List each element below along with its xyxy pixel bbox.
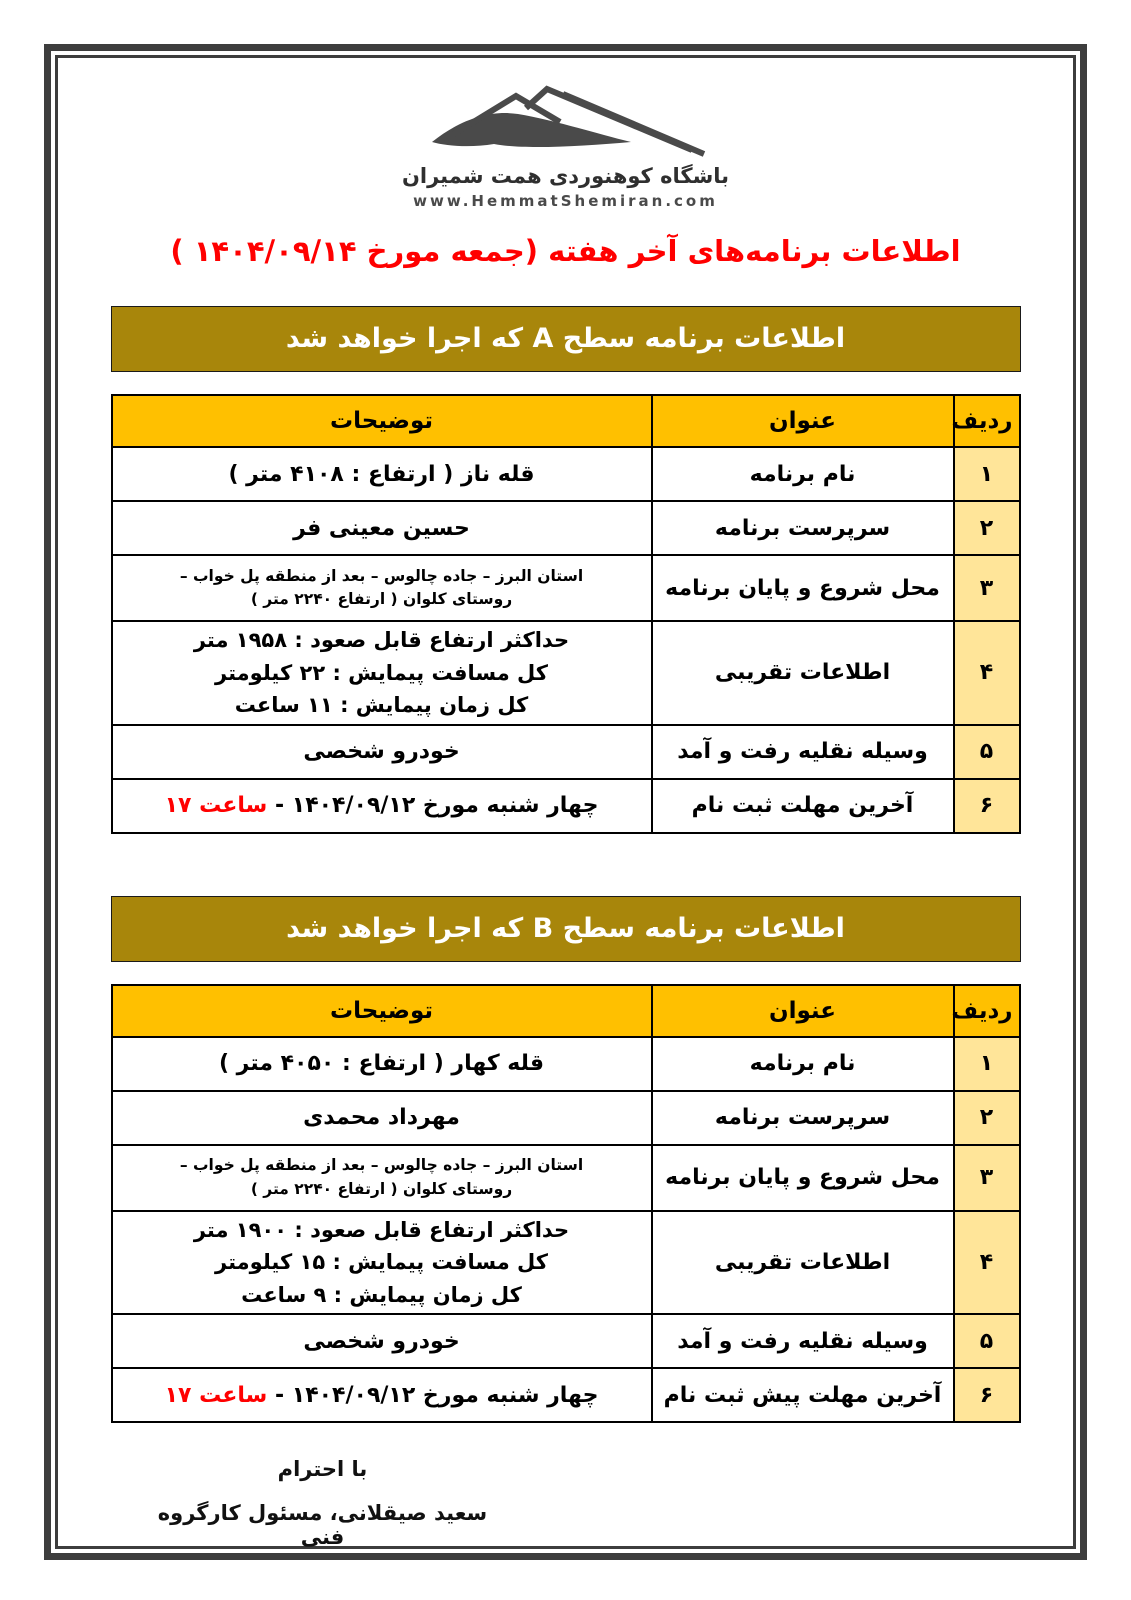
row-desc-cell: قله کهار ( ارتفاع : ۴۰۵۰ متر ) bbox=[112, 1037, 652, 1091]
page-content bbox=[58, 58, 1073, 1550]
row-number-cell: ۲ bbox=[954, 1091, 1020, 1145]
row-title-cell: وسیله نقلیه رفت و آمد bbox=[652, 725, 954, 779]
table-row bbox=[112, 1091, 1020, 1145]
table-row bbox=[112, 1314, 1020, 1368]
section-banner-level-a bbox=[111, 306, 1021, 372]
row-number-cell: ۳ bbox=[954, 555, 1020, 621]
table-row bbox=[112, 1211, 1020, 1315]
row-number-cell: ۴ bbox=[954, 1211, 1020, 1315]
row-desc-cell bbox=[112, 555, 652, 621]
row-title-cell: اطلاعات تقریبی bbox=[652, 1211, 954, 1315]
table-b-header-row bbox=[112, 985, 1020, 1037]
row-number-cell: ۲ bbox=[954, 501, 1020, 555]
column-header-description: توضیحات bbox=[112, 395, 652, 447]
row-number-cell: ۶ bbox=[954, 1368, 1020, 1422]
row-desc-cell: حسین معینی فر bbox=[112, 501, 652, 555]
row-desc-cell: قله ناز ( ارتفاع : ۴۱۰۸ متر ) bbox=[112, 447, 652, 501]
column-header-row-number: ردیف bbox=[954, 985, 1020, 1037]
row-title-cell: آخرین مهلت پیش ثبت نام bbox=[652, 1368, 954, 1422]
row-desc-cell bbox=[112, 621, 652, 725]
deadline-time-text: ساعت ۱۷ bbox=[164, 1382, 268, 1408]
row-title-cell: وسیله نقلیه رفت و آمد bbox=[652, 1314, 954, 1368]
section-banner-level-b bbox=[111, 896, 1021, 962]
row-title-cell: نام برنامه bbox=[652, 1037, 954, 1091]
row-number-cell: ۱ bbox=[954, 447, 1020, 501]
club-name-text: باشگاه کوهنوردی همت شمیران bbox=[402, 164, 729, 188]
row-title-cell: محل شروع و پایان برنامه bbox=[652, 555, 954, 621]
approx-info-line: کل مسافت پیمایش : ۲۲ کیلومتر bbox=[215, 660, 548, 685]
deadline-date-text: چهار شنبه مورخ ۱۴۰۴/۰۹/۱۲ - bbox=[267, 793, 599, 819]
row-number-cell: ۵ bbox=[954, 725, 1020, 779]
row-number-cell: ۳ bbox=[954, 1145, 1020, 1211]
table-row bbox=[112, 779, 1020, 833]
mountain-logo-icon bbox=[426, 84, 706, 162]
row-desc-cell: خودرو شخصی bbox=[112, 725, 652, 779]
table-row bbox=[112, 725, 1020, 779]
row-desc-cell: مهرداد محمدی bbox=[112, 1091, 652, 1145]
table-a-header-row bbox=[112, 395, 1020, 447]
approx-info-line: کل زمان پیمایش : ۱۱ ساعت bbox=[234, 693, 529, 718]
route-description-text: استان البرز – جاده چالوس – بعد از منطقه پل خواب – روستای کلوان ( ارتفاع ۲۲۴۰ متر ) bbox=[179, 566, 584, 608]
page-title: اطلاعات برنامه‌های آخر هفته (جمعه مورخ ۱۴۰۴/۰۹/۱۴ ) bbox=[170, 234, 961, 268]
approx-info-line: کل مسافت پیمایش : ۱۵ کیلومتر bbox=[215, 1250, 548, 1275]
table-row bbox=[112, 447, 1020, 501]
table-row bbox=[112, 621, 1020, 725]
row-title-cell: آخرین مهلت ثبت نام bbox=[652, 779, 954, 833]
page-frame-inner bbox=[55, 55, 1076, 1549]
banner-a-title: اطلاعات برنامه سطح A که اجرا خواهد شد bbox=[285, 323, 846, 354]
row-title-cell: محل شروع و پایان برنامه bbox=[652, 1145, 954, 1211]
row-title-cell: سرپرست برنامه bbox=[652, 1091, 954, 1145]
row-title-cell: اطلاعات تقریبی bbox=[652, 621, 954, 725]
row-number-cell: ۴ bbox=[954, 621, 1020, 725]
approx-info-line: حداکثر ارتفاع قابل صعود : ۱۹۵۸ متر bbox=[193, 628, 570, 652]
approx-info-line: حداکثر ارتفاع قابل صعود : ۱۹۰۰ متر bbox=[193, 1217, 570, 1242]
footer-salutation: با احترام bbox=[277, 1457, 368, 1482]
column-header-title: عنوان bbox=[652, 985, 954, 1037]
table-row bbox=[112, 501, 1020, 555]
approx-info-line: کل زمان پیمایش : ۹ ساعت bbox=[241, 1282, 522, 1307]
table-row bbox=[112, 1368, 1020, 1422]
row-desc-cell bbox=[112, 779, 652, 833]
table-row bbox=[112, 555, 1020, 621]
row-number-cell: ۵ bbox=[954, 1314, 1020, 1368]
row-title-cell: سرپرست برنامه bbox=[652, 501, 954, 555]
club-logo bbox=[58, 58, 1073, 210]
row-number-cell: ۶ bbox=[954, 779, 1020, 833]
column-header-row-number: ردیف bbox=[954, 395, 1020, 447]
column-header-description: توضیحات bbox=[112, 985, 652, 1037]
table-level-b bbox=[111, 984, 1021, 1424]
row-desc-cell bbox=[112, 1145, 652, 1211]
banner-b-title: اطلاعات برنامه سطح B که اجرا خواهد شد bbox=[286, 912, 845, 944]
row-desc-cell bbox=[112, 1368, 652, 1422]
page-frame bbox=[44, 44, 1087, 1560]
footer-signature: سعید صیقلانی، مسئول کارگروه فنی bbox=[157, 1501, 488, 1550]
row-title-cell: نام برنامه bbox=[652, 447, 954, 501]
route-description-text: استان البرز – جاده چالوس – بعد از منطقه پل خواب – روستای کلوان ( ارتفاع ۲۲۴۰ متر ) bbox=[179, 1156, 584, 1198]
deadline-date-text: چهار شنبه مورخ ۱۴۰۴/۰۹/۱۲ - bbox=[267, 1382, 599, 1408]
table-row bbox=[112, 1145, 1020, 1211]
row-desc-cell: خودرو شخصی bbox=[112, 1314, 652, 1368]
table-level-a bbox=[111, 394, 1021, 834]
footer-signature-block bbox=[150, 1457, 495, 1549]
row-number-cell: ۱ bbox=[954, 1037, 1020, 1091]
deadline-time-text: ساعت ۱۷ bbox=[164, 793, 268, 819]
table-row bbox=[112, 1037, 1020, 1091]
club-website-text: www.HemmatShemiran.com bbox=[413, 192, 718, 210]
row-desc-cell bbox=[112, 1211, 652, 1315]
column-header-title: عنوان bbox=[652, 395, 954, 447]
